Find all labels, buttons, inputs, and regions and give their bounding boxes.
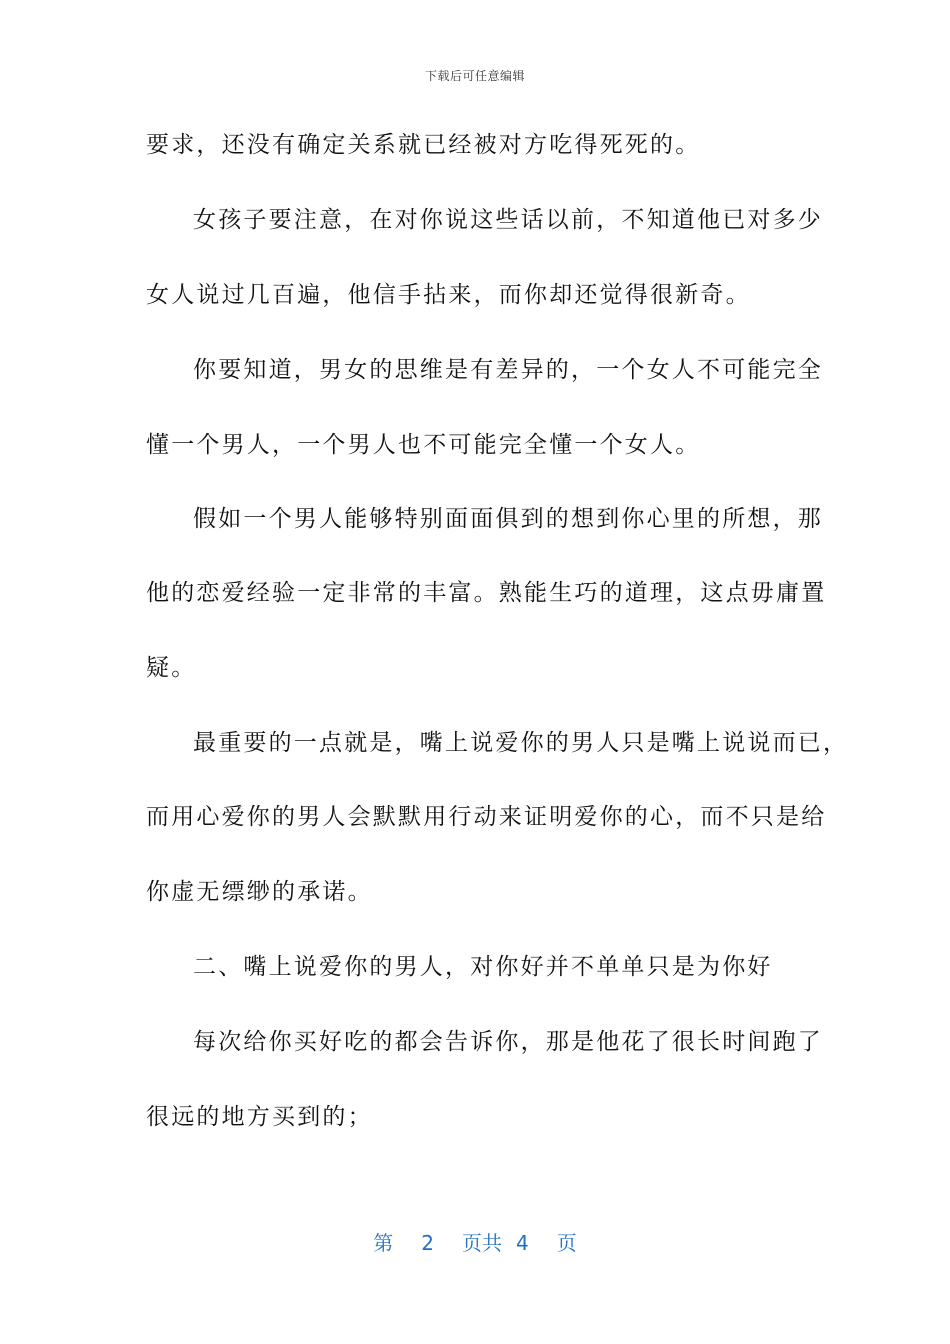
paragraph-line: 要求，还没有确定关系就已经被对方吃得死死的。 [146, 132, 701, 158]
page-header-note: 下载后可任意编辑 [424, 69, 525, 83]
paragraph-line: 假如一个男人能够特别面面俱到的想到你心里的所想，那 [193, 506, 823, 532]
footer-page-number: 2 [421, 1231, 434, 1255]
footer-suffix: 页 [556, 1231, 577, 1255]
paragraph-line: 最重要的一点就是，嘴上说爱你的男人只是嘴上说说而已， [193, 730, 849, 756]
footer-prefix: 第 [373, 1231, 394, 1255]
paragraph-line: 而用心爱你的男人会默默用行动来证明爱你的心，而不只是给 [146, 804, 827, 830]
paragraph-line: 女人说过几百遍，他信手拈来，而你却还觉得很新奇。 [146, 282, 751, 308]
footer-middle: 页共 [462, 1231, 502, 1255]
paragraph-line: 疑。 [146, 655, 197, 681]
section-heading: 二、嘴上说爱你的男人，对你好并不单单只是为你好 [193, 954, 773, 980]
footer-total-pages: 4 [516, 1231, 529, 1255]
paragraph-line: 你要知道，男女的思维是有差异的，一个女人不可能完全 [193, 357, 823, 383]
paragraph-line: 他的恋爱经验一定非常的丰富。熟能生巧的道理，这点毋庸置 [146, 580, 827, 606]
paragraph-line: 女孩子要注意，在对你说这些话以前，不知道他已对多少 [193, 207, 823, 233]
paragraph-line: 懂一个男人，一个男人也不可能完全懂一个女人。 [146, 432, 701, 458]
paragraph-line: 很远的地方买到的； [146, 1104, 373, 1130]
paragraph-line: 你虚无缥缈的承诺。 [146, 879, 373, 905]
paragraph-line: 每次给你买好吃的都会告诉你，那是他花了很长时间跑了 [193, 1029, 823, 1055]
page-footer [0, 1227, 950, 1256]
